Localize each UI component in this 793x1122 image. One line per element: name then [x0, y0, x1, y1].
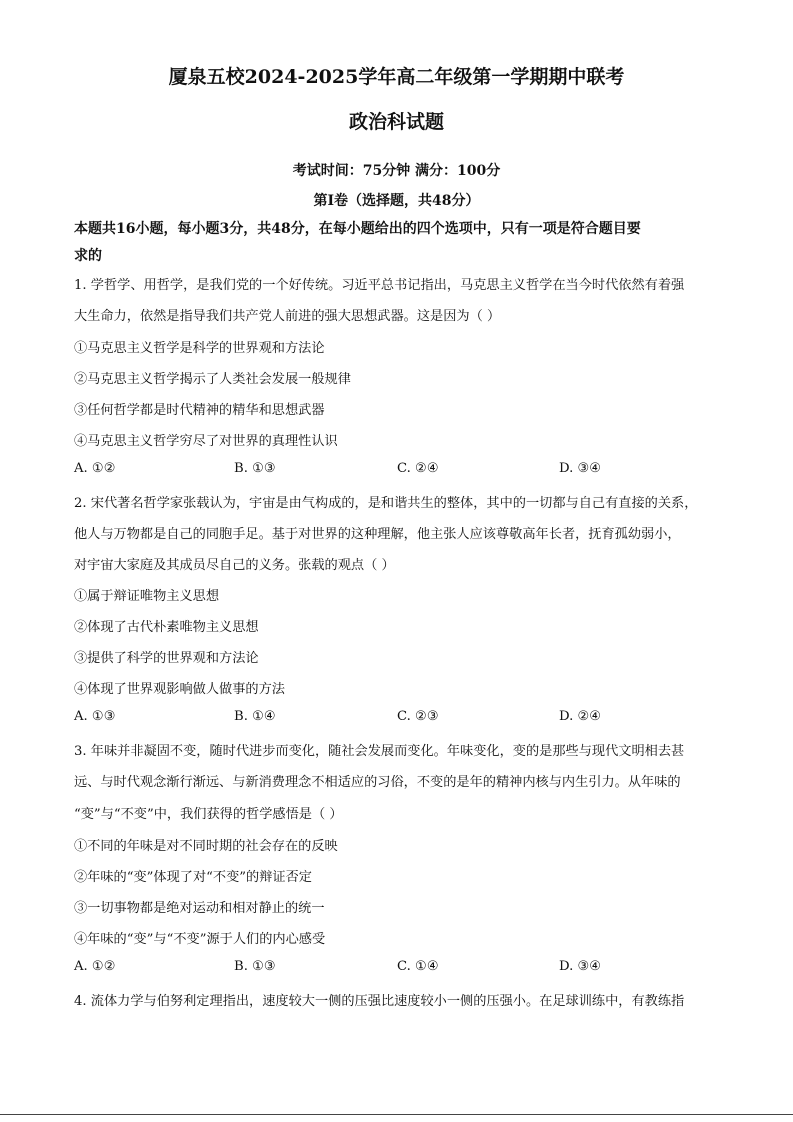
question-1-statement: ③任何哲学都是时代精神的精华和思想武器: [74, 403, 325, 418]
option-c: C. ①④: [397, 959, 439, 974]
question-2-statement: ②体现了古代朴素唯物主义思想: [74, 620, 259, 635]
option-b: B. ①④: [234, 709, 276, 724]
question-2-statement: ③提供了科学的世界观和方法论: [74, 651, 259, 666]
question-1-text: 1. 学哲学、用哲学，是我们党的一个好传统。习近平总书记指出，马克思主义哲学在当今时代依然有着强: [74, 278, 685, 293]
question-1-text: 大生命力，依然是指导我们共产党人前进的强大思想武器。这是因为（ ）: [74, 309, 501, 324]
option-a: A. ①②: [74, 959, 116, 974]
option-b: B. ①③: [234, 461, 276, 476]
option-d: D. ③④: [559, 461, 602, 476]
question-3-statement: ②年味的“变”体现了对“不变”的辩证否定: [74, 870, 312, 885]
question-2-statement: ①属于辩证唯物主义思想: [74, 589, 220, 604]
option-c: C. ②③: [397, 709, 439, 724]
question-3-options: [74, 959, 734, 979]
question-3-text: “变”与“不变”中，我们获得的哲学感悟是（ ）: [74, 807, 343, 822]
question-2-text: 他人与万物都是自己的同胞手足。基于对世界的这种理解，他主张人应该尊敬高年长者，抚育孤幼弱小，: [74, 527, 681, 542]
question-3-statement: ④年味的“变”与“不变”源于人们的内心感受: [74, 932, 326, 947]
part-heading: 第Ⅰ卷（选择题，共48分）: [313, 193, 480, 209]
option-a: A. ①②: [74, 461, 116, 476]
question-2-text: 2. 宋代著名哲学家张载认为，宇宙是由气构成的，是和谐共生的整体，其中的一切都与自己有直接的关系，: [74, 496, 698, 511]
option-d: D. ②④: [559, 709, 602, 724]
question-3-text: 远、与时代观念渐行渐远、与新消费理念不相适应的习俗，不变的是年的精神内核与内生引力。从年味的: [74, 775, 681, 790]
question-1-statement: ②马克思主义哲学揭示了人类社会发展一般规律: [74, 372, 351, 387]
question-4-text: 4. 流体力学与伯努利定理指出，速度较大一侧的压强比速度较小一侧的压强小。在足球训练中，有教练指: [74, 994, 685, 1009]
question-3-statement: ③一切事物都是绝对运动和相对静止的统一: [74, 901, 325, 916]
question-1-statement: ④马克思主义哲学穷尽了对世界的真理性认识: [74, 434, 338, 449]
instructions-line: 求的: [74, 248, 102, 264]
question-2-statement: ④体现了世界观影响做人做事的方法: [74, 682, 285, 697]
page-bottom-rule: [0, 1114, 793, 1115]
option-a: A. ①③: [74, 709, 116, 724]
exam-info: 考试时间：75分钟 满分：100分: [292, 163, 501, 179]
question-3-text: 3. 年味并非凝固不变，随时代进步而变化，随社会发展而变化。年味变化，变的是那些与现代文明相去甚: [74, 744, 685, 759]
question-2-options: [74, 709, 734, 729]
exam-title: 厦泉五校2024-2025学年高二年级第一学期期中联考: [168, 66, 625, 88]
question-1-options: [74, 461, 734, 481]
option-d: D. ③④: [559, 959, 602, 974]
question-3-statement: ①不同的年味是对不同时期的社会存在的反映: [74, 839, 338, 854]
exam-subtitle: 政治科试题: [348, 111, 444, 133]
option-b: B. ①③: [234, 959, 276, 974]
instructions-line: 本题共16小题，每小题3分，共48分，在每小题给出的四个选项中，只有一项是符合题目要: [74, 221, 641, 237]
option-c: C. ②④: [397, 461, 439, 476]
question-1-statement: ①马克思主义哲学是科学的世界观和方法论: [74, 341, 325, 356]
question-2-text: 对宇宙大家庭及其成员尽自己的义务。张载的观点（ ）: [74, 558, 395, 573]
